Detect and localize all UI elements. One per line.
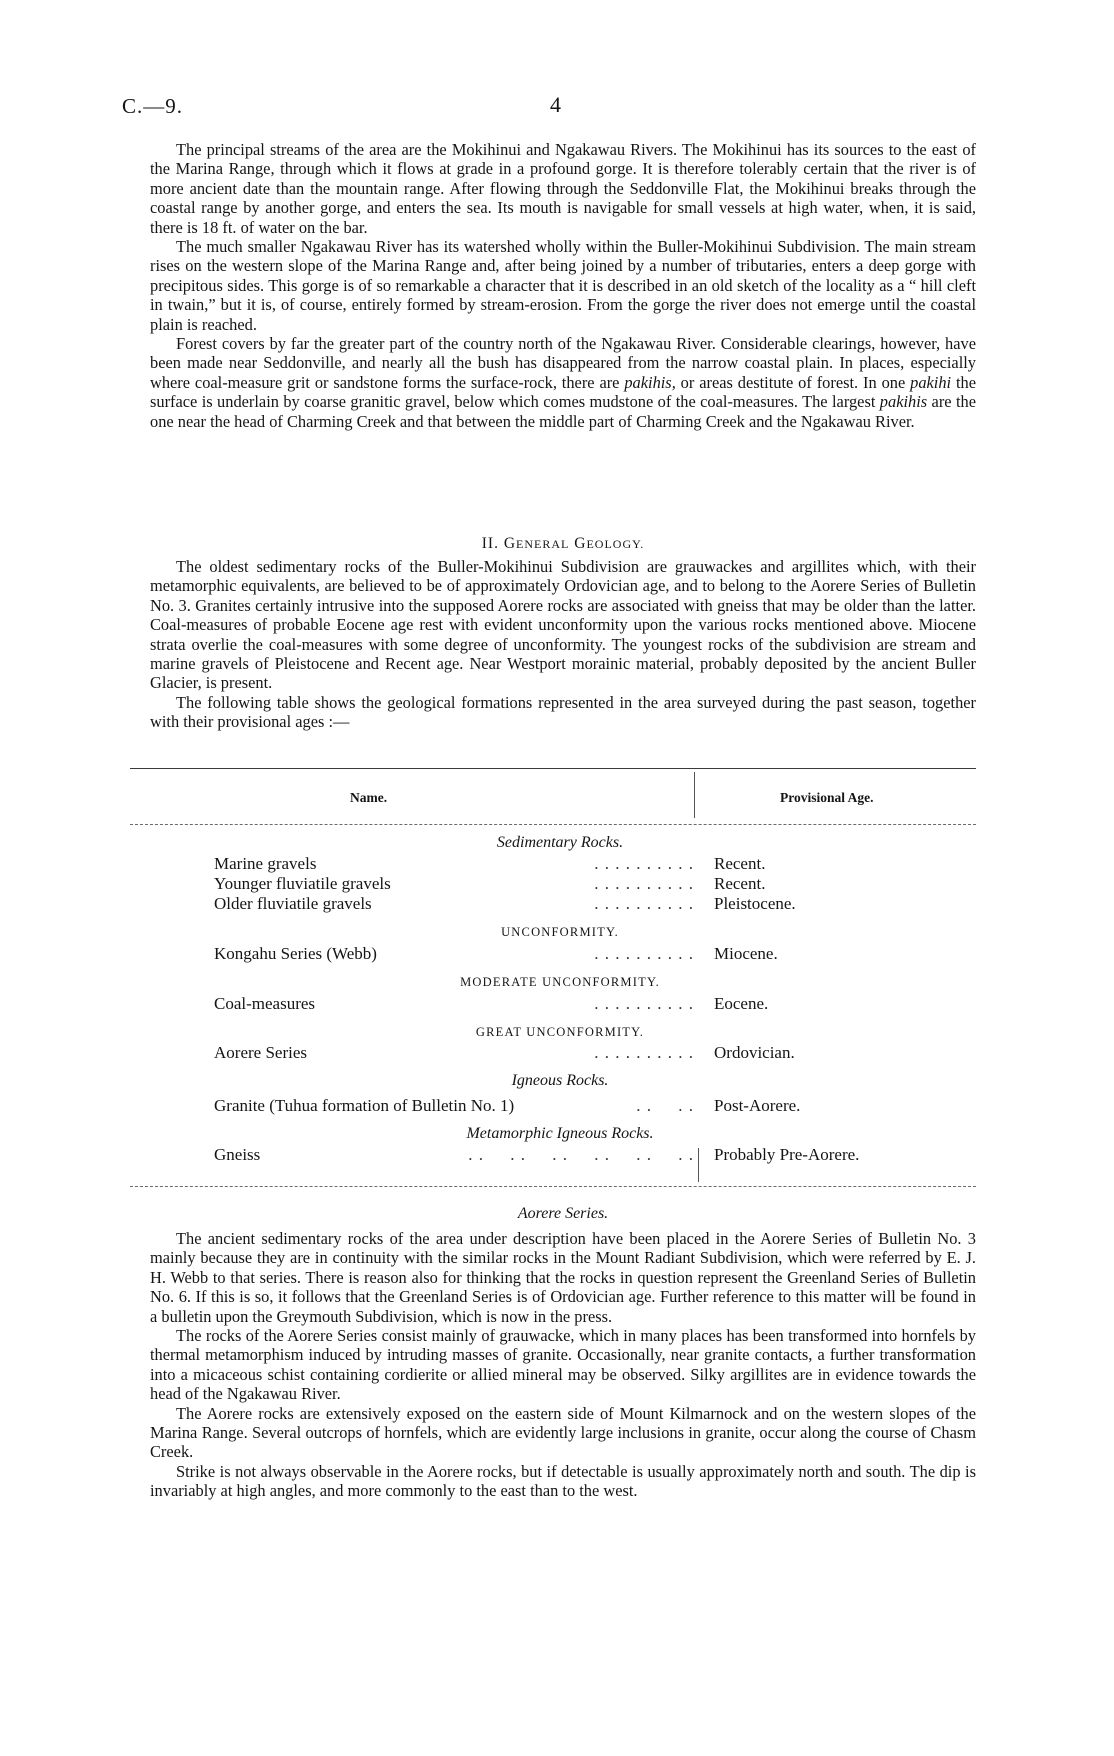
row-age: Pleistocene. [714,894,796,913]
heading-rest-1: ENERAL [516,537,570,551]
unconformity-label: UNCONFORMITY. [501,925,619,939]
forest-text-3: the surface is underlain by coarse granitic gravel, below which comes mudstone of the coal-measures. The largest [150,372,977,412]
paragraph-aorere-exposure: The Aorere rocks are extensively exposed on the eastern side of Mount Kilmarnock and on the western slopes of the Marina Range. Several outcrops of hornfels, which are evidently large inclusions in granite, occur along the course of Chasm Creek. [150,1403,976,1462]
table-header-rule [130,824,976,825]
row-leader: . . . . . . . . . . [594,1043,694,1062]
row-leader: . . . . . . . . . . [594,894,694,913]
category-igneous: Igneous Rocks. [511,1072,609,1089]
section-heading-general-geology [150,535,976,553]
table-bottom-rule [130,1186,976,1187]
paragraph-aorere-grauwacke: The rocks of the Aorere Series consist mainly of grauwacke, which in many places has been transformed into hornfels by thermal metamorphism induced by intruding masses of granite. Occasionally, near granite contacts, a further transformation into a micaceous schist containing cordierite or allied mineral may be observed. Silky argillites are in evidence towards the head of the Ngakawau River. [150,1326,976,1404]
paragraph-table-intro: The following table shows the geological formations represented in the area surveyed during the past season, together with their provisional ages :— [150,692,976,732]
category-sedimentary: Sedimentary Rocks. [496,834,624,851]
table-row [214,994,784,1014]
column-header-name: Name. [350,790,388,805]
forest-pakihis-2: pakihis [879,392,928,412]
paragraph-ngakawau: The much smaller Ngakawau River has its watershed wholly within the Buller-Mokihinui Subdivision. The main stream rises on the western slope of the Marina Range and, after being joined by a number of tributaries, enters a deep gorge with precipitous sides. This gorge is of so remarkable a character that it is described in an old sketch of the locality as a “ hill cleft in twain,” but it is, of course, entirely formed by stream-erosion. From the gorge the river does not emerge until the coastal plain is reached. [150,237,976,334]
forest-text-2: or areas destitute of forest. In one [675,372,911,392]
row-leader: . . . . [636,1096,694,1115]
row-name: Aorere Series [214,1043,307,1062]
paragraph-oldest-rocks: The oldest sedimentary rocks of the Buller-Mokihinui Subdivision are grauwackes and argillites which, with their metamorphic equivalents, are believed to be of approximately Ordovician age, and to belong to the Aorere Series of Bulletin No. 3. Granites certainly intrusive into the supposed Aorere rocks are associated with gneiss that may be older than the latter. Coal-measures of probable Eocene age rest with evident unconformity upon the various rocks mentioned above. Miocene strata overlie the coal-measures with some degree of unconformity. The youngest rocks of the subdivision are stream and marine gravels of Pleistocene and Recent age. Near Westport morainic material, probably deposited by the ancient Buller Glacier, is present. [150,557,976,693]
bottom-divider [698,1148,699,1182]
row-name: Marine gravels [214,854,317,873]
paragraph-aorere-ancient: The ancient sedimentary rocks of the area under description have been placed in the Aorere Series of Bulletin No. 3 mainly because they are in continuity with the similar rocks in the Mount Radiant Subdivision, which were referred by E. J. H. Webb to that series. There is reason also for thinking that the rocks in question represent the Greenland Series of Bulletin No. 6. If this is so, it follows that the Greenland Series is of Ordovician age. Further reference to this matter will be found in a bulletin upon the Greymouth Subdivision, which is now in the press. [150,1229,976,1326]
moderate-unconformity-label: MODERATE UNCONFORMITY. [460,975,660,989]
row-leader: . . . . . . . . . . [594,874,694,893]
row-age: Post-Aorere. [714,1096,801,1115]
section-numeral: II. [481,535,499,552]
geology-text [150,557,976,732]
forest-pakihi: pakihi [910,372,952,392]
table-row [214,894,796,914]
category-metamorphic: Metamorphic Igneous Rocks. [466,1125,654,1142]
heading-initial-1: G [503,535,517,552]
row-age: Eocene. [714,994,769,1013]
row-leader: . . . . . . . . . . [594,944,694,963]
forest-pakihis-1: pakihis, [624,372,676,392]
row-leader: . . . . . . . . . . [594,994,694,1013]
row-leader: . . . . . . . . . . [594,854,694,873]
heading-rest-2: EOLOGY. [586,537,645,551]
row-name: Granite (Tuhua formation of Bulletin No. 1) [214,1096,515,1115]
aorere-series-heading: Aorere Series. [517,1205,609,1222]
paragraph-aorere-strike: Strike is not always observable in the Aorere rocks, but if detectable is usually approximately north and south. The dip is invariably at high angles, and more commonly to the east than to the west. [150,1461,976,1501]
row-leader: . . . . . . . . . . . . [468,1145,694,1164]
heading-initial-2: G [574,535,587,552]
table-row [214,854,784,874]
table-top-rule [130,768,976,769]
aorere-text [150,1229,976,1501]
forest-text-1: Forest covers by far the greater part of the country north of the Ngakawau River. Considerable clearings, however, have been made near Seddonville, and nearly all the bush has disappeared from the narrow coastal plain. In places, especially where coal-measure grit or sandstone forms the surface-rock, there are [150,334,976,392]
row-age: Miocene. [714,944,778,963]
paragraph-forest [150,334,976,431]
row-name: Older fluviatile gravels [214,894,372,913]
page-number: 4 [550,92,561,117]
row-name: Younger fluviatile gravels [214,874,391,893]
row-name: Gneiss [214,1145,261,1164]
document-reference: C.—9. [122,94,184,118]
table-row [214,1096,801,1116]
column-header-age: Provisional Age. [780,790,874,805]
row-age: Probably Pre-Aorere. [714,1145,860,1164]
table-row [214,874,784,894]
header-divider [694,772,695,818]
table-row [214,944,784,964]
row-age: Recent. [714,874,766,893]
paragraph-streams: The principal streams of the area are the Mokihinui and Ngakawau Rivers. The Mokihinui has its sources to the east of the Marina Range, through which it flows at grade in a profound gorge. It is therefore tolerably certain that the river is of more ancient date than the mountain range. After flowing through the Seddonville Flat, the Mokihinui breaks through the coastal range by another gorge, and enters the sea. Its mouth is navigable for small vessels at high water, when, it is said, there is 18 ft. of water on the bar. [150,140,976,237]
intro-text [150,140,976,431]
great-unconformity-label: GREAT UNCONFORMITY. [475,1025,645,1039]
row-age: Ordovician. [714,1043,795,1062]
table-row [214,1043,795,1063]
row-name: Coal-measures [214,994,316,1013]
forest-text-4: are the one near the head of Charming Creek and that between the middle part of Charming Creek and the Ngakawau River. [150,392,976,431]
row-name: Kongahu Series (Webb) [214,944,377,963]
row-age: Recent. [714,854,766,873]
